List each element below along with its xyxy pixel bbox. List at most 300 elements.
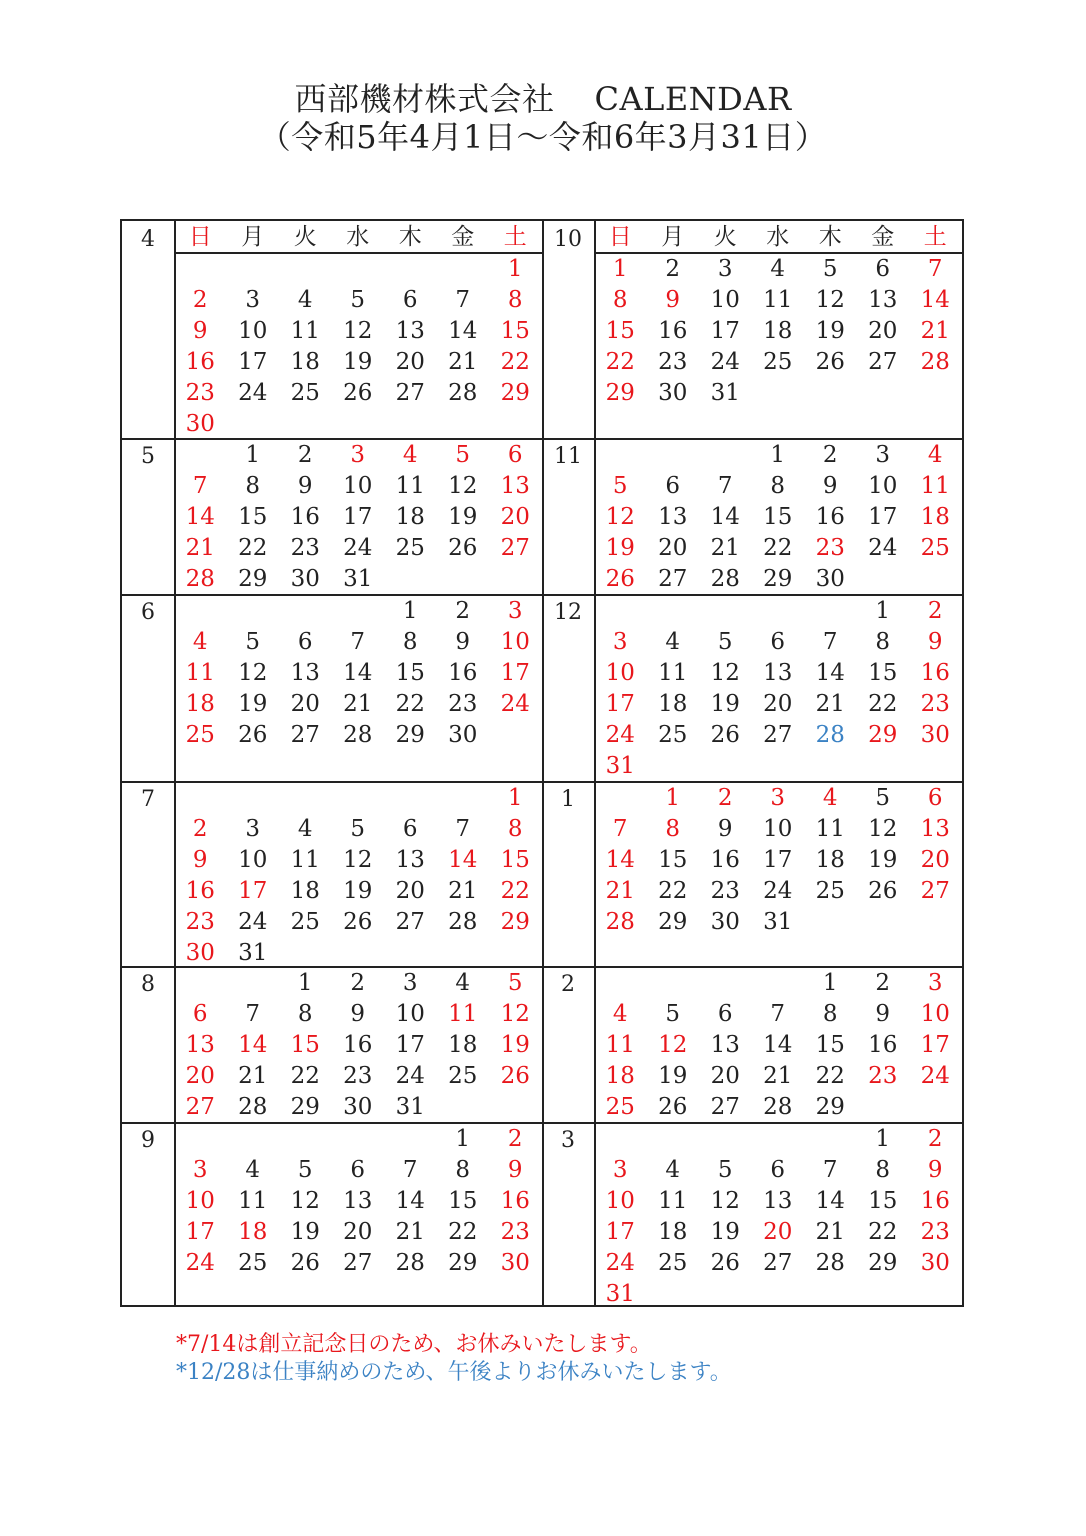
day-cell: 27 bbox=[395, 380, 425, 406]
day-cell: 11 bbox=[920, 473, 950, 499]
weekday-header: 月 bbox=[241, 224, 265, 250]
day-cell: 22 bbox=[448, 1219, 478, 1245]
month-label: 1 bbox=[561, 787, 575, 812]
day-cell: 17 bbox=[868, 504, 898, 530]
day-cell: 21 bbox=[395, 1219, 425, 1245]
day-cell: 1 bbox=[665, 785, 681, 811]
day-cell: 12 bbox=[290, 1188, 320, 1214]
day-cell: 13 bbox=[500, 473, 530, 499]
day-cell: 4 bbox=[770, 256, 786, 282]
day-cell: 30 bbox=[920, 1250, 950, 1276]
day-cell: 17 bbox=[500, 660, 530, 686]
day-cell: 10 bbox=[238, 318, 268, 344]
day-cell: 3 bbox=[245, 287, 261, 313]
day-cell: 22 bbox=[238, 535, 268, 561]
day-cell: 13 bbox=[658, 504, 688, 530]
day-cell: 28 bbox=[448, 380, 478, 406]
day-cell: 21 bbox=[815, 1219, 845, 1245]
day-cell: 23 bbox=[920, 1219, 950, 1245]
day-cell: 4 bbox=[927, 442, 943, 468]
day-cell: 27 bbox=[763, 722, 793, 748]
day-cell: 7 bbox=[192, 473, 208, 499]
day-cell: 31 bbox=[763, 909, 793, 935]
day-cell: 21 bbox=[920, 318, 950, 344]
day-cell: 18 bbox=[448, 1032, 478, 1058]
day-cell: 5 bbox=[717, 1157, 733, 1183]
day-cell: 9 bbox=[350, 1001, 366, 1027]
day-cell: 15 bbox=[815, 1032, 845, 1058]
day-cell: 7 bbox=[822, 1157, 838, 1183]
day-cell: 12 bbox=[710, 1188, 740, 1214]
day-cell: 6 bbox=[927, 785, 943, 811]
day-cell: 16 bbox=[868, 1032, 898, 1058]
day-cell: 11 bbox=[185, 660, 215, 686]
weekday-header: 月 bbox=[661, 224, 685, 250]
day-cell: 3 bbox=[507, 598, 523, 624]
day-cell: 6 bbox=[770, 1157, 786, 1183]
day-cell: 14 bbox=[448, 318, 478, 344]
day-cell: 18 bbox=[605, 1063, 635, 1089]
weekday-header: 水 bbox=[766, 224, 790, 250]
day-cell: 18 bbox=[658, 691, 688, 717]
day-cell: 18 bbox=[290, 349, 320, 375]
note-founding-day: *7/14は創立記念日のため、お休みいたします。 bbox=[176, 1332, 652, 1357]
day-cell: 30 bbox=[815, 566, 845, 592]
day-cell: 7 bbox=[245, 1001, 261, 1027]
day-cell: 15 bbox=[500, 318, 530, 344]
day-cell: 30 bbox=[290, 566, 320, 592]
day-cell: 1 bbox=[770, 442, 786, 468]
day-cell: 8 bbox=[507, 816, 523, 842]
day-cell: 3 bbox=[875, 442, 891, 468]
calendar-grid bbox=[120, 219, 964, 1307]
day-cell: 21 bbox=[448, 878, 478, 904]
day-cell: 10 bbox=[343, 473, 373, 499]
day-cell: 11 bbox=[815, 816, 845, 842]
day-cell: 12 bbox=[815, 287, 845, 313]
day-cell: 9 bbox=[455, 629, 471, 655]
day-cell: 8 bbox=[770, 473, 786, 499]
day-cell: 18 bbox=[290, 878, 320, 904]
month-label: 11 bbox=[554, 444, 582, 469]
day-cell: 2 bbox=[192, 287, 208, 313]
day-cell: 5 bbox=[245, 629, 261, 655]
day-cell: 15 bbox=[395, 660, 425, 686]
day-cell: 27 bbox=[763, 1250, 793, 1276]
day-cell: 24 bbox=[710, 349, 740, 375]
day-cell: 22 bbox=[395, 691, 425, 717]
day-cell: 23 bbox=[868, 1063, 898, 1089]
day-cell: 25 bbox=[290, 380, 320, 406]
day-cell: 5 bbox=[507, 970, 523, 996]
day-cell: 6 bbox=[507, 442, 523, 468]
day-cell: 3 bbox=[245, 816, 261, 842]
day-cell: 5 bbox=[350, 287, 366, 313]
day-cell: 24 bbox=[238, 909, 268, 935]
day-cell: 16 bbox=[185, 878, 215, 904]
day-cell: 15 bbox=[605, 318, 635, 344]
day-cell: 2 bbox=[350, 970, 366, 996]
day-cell: 14 bbox=[238, 1032, 268, 1058]
weekday-header: 火 bbox=[713, 224, 737, 250]
day-cell: 23 bbox=[815, 535, 845, 561]
day-cell: 9 bbox=[927, 1157, 943, 1183]
day-cell: 30 bbox=[343, 1094, 373, 1120]
day-cell: 8 bbox=[875, 629, 891, 655]
day-cell: 4 bbox=[455, 970, 471, 996]
weekday-header: 木 bbox=[818, 224, 842, 250]
day-cell: 14 bbox=[185, 504, 215, 530]
company-name: 西部機材株式会社 bbox=[294, 80, 555, 118]
day-cell: 3 bbox=[927, 970, 943, 996]
day-cell: 5 bbox=[822, 256, 838, 282]
day-cell: 1 bbox=[507, 256, 523, 282]
month-label: 4 bbox=[141, 227, 155, 252]
day-cell: 18 bbox=[658, 1219, 688, 1245]
day-cell: 3 bbox=[402, 970, 418, 996]
day-cell: 23 bbox=[658, 349, 688, 375]
day-cell: 30 bbox=[448, 722, 478, 748]
day-cell: 6 bbox=[875, 256, 891, 282]
day-cell: 6 bbox=[402, 287, 418, 313]
day-cell: 2 bbox=[822, 442, 838, 468]
day-cell: 7 bbox=[822, 629, 838, 655]
day-cell: 3 bbox=[612, 629, 628, 655]
day-cell: 26 bbox=[605, 566, 635, 592]
day-cell: 10 bbox=[763, 816, 793, 842]
day-cell: 24 bbox=[920, 1063, 950, 1089]
day-cell: 14 bbox=[763, 1032, 793, 1058]
day-cell: 9 bbox=[822, 473, 838, 499]
day-cell: 25 bbox=[238, 1250, 268, 1276]
day-cell: 16 bbox=[448, 660, 478, 686]
day-cell: 4 bbox=[612, 1001, 628, 1027]
day-cell: 19 bbox=[290, 1219, 320, 1245]
day-cell: 27 bbox=[868, 349, 898, 375]
day-cell: 28 bbox=[763, 1094, 793, 1120]
day-cell: 15 bbox=[238, 504, 268, 530]
month-label: 7 bbox=[141, 787, 155, 812]
block-divider bbox=[122, 1122, 962, 1124]
day-cell: 15 bbox=[290, 1032, 320, 1058]
day-cell: 13 bbox=[395, 847, 425, 873]
day-cell: 20 bbox=[763, 1219, 793, 1245]
weekday-header: 日 bbox=[608, 224, 632, 250]
day-cell: 2 bbox=[717, 785, 733, 811]
day-cell: 29 bbox=[395, 722, 425, 748]
day-cell: 10 bbox=[500, 629, 530, 655]
day-cell: 25 bbox=[605, 1094, 635, 1120]
day-cell: 13 bbox=[920, 816, 950, 842]
day-cell: 19 bbox=[815, 318, 845, 344]
day-cell: 13 bbox=[868, 287, 898, 313]
day-cell: 14 bbox=[920, 287, 950, 313]
day-cell: 28 bbox=[710, 566, 740, 592]
day-cell: 31 bbox=[710, 380, 740, 406]
day-cell: 12 bbox=[343, 318, 373, 344]
day-cell: 9 bbox=[875, 1001, 891, 1027]
day-cell: 18 bbox=[238, 1219, 268, 1245]
day-cell: 10 bbox=[185, 1188, 215, 1214]
day-cell: 22 bbox=[605, 349, 635, 375]
day-cell: 2 bbox=[455, 598, 471, 624]
month-label: 10 bbox=[554, 227, 582, 252]
day-cell: 7 bbox=[927, 256, 943, 282]
day-cell: 28 bbox=[448, 909, 478, 935]
day-cell: 24 bbox=[395, 1063, 425, 1089]
day-cell: 23 bbox=[185, 909, 215, 935]
day-cell: 21 bbox=[448, 349, 478, 375]
day-cell: 14 bbox=[815, 660, 845, 686]
day-cell: 20 bbox=[290, 691, 320, 717]
day-cell: 20 bbox=[658, 535, 688, 561]
day-cell: 9 bbox=[192, 847, 208, 873]
day-cell: 17 bbox=[238, 349, 268, 375]
day-cell: 25 bbox=[658, 1250, 688, 1276]
day-cell: 1 bbox=[612, 256, 628, 282]
day-cell: 1 bbox=[455, 1126, 471, 1152]
day-cell: 27 bbox=[658, 566, 688, 592]
day-cell: 7 bbox=[612, 816, 628, 842]
day-cell: 20 bbox=[763, 691, 793, 717]
day-cell: 9 bbox=[192, 318, 208, 344]
day-cell: 16 bbox=[343, 1032, 373, 1058]
day-cell: 22 bbox=[868, 691, 898, 717]
day-cell: 31 bbox=[343, 566, 373, 592]
day-cell: 12 bbox=[448, 473, 478, 499]
month-label: 5 bbox=[141, 444, 155, 469]
day-cell: 29 bbox=[763, 566, 793, 592]
weekday-header: 土 bbox=[503, 224, 527, 250]
day-cell: 27 bbox=[290, 722, 320, 748]
day-cell: 10 bbox=[868, 473, 898, 499]
day-cell: 20 bbox=[500, 504, 530, 530]
day-cell: 12 bbox=[343, 847, 373, 873]
day-cell: 21 bbox=[815, 691, 845, 717]
day-cell: 10 bbox=[605, 1188, 635, 1214]
day-cell: 25 bbox=[185, 722, 215, 748]
day-cell: 15 bbox=[868, 660, 898, 686]
day-cell: 7 bbox=[455, 816, 471, 842]
day-cell: 28 bbox=[815, 1250, 845, 1276]
day-cell: 17 bbox=[605, 691, 635, 717]
day-cell: 26 bbox=[238, 722, 268, 748]
day-cell: 12 bbox=[710, 660, 740, 686]
day-cell: 23 bbox=[290, 535, 320, 561]
day-cell: 17 bbox=[920, 1032, 950, 1058]
block-divider bbox=[122, 594, 962, 596]
day-cell: 29 bbox=[868, 722, 898, 748]
day-cell: 11 bbox=[605, 1032, 635, 1058]
month-label: 3 bbox=[561, 1128, 575, 1153]
day-cell: 16 bbox=[500, 1188, 530, 1214]
day-cell: 5 bbox=[717, 629, 733, 655]
day-cell: 22 bbox=[868, 1219, 898, 1245]
day-cell: 20 bbox=[185, 1063, 215, 1089]
day-cell: 29 bbox=[658, 909, 688, 935]
day-cell: 23 bbox=[448, 691, 478, 717]
day-cell: 6 bbox=[770, 629, 786, 655]
day-cell: 25 bbox=[920, 535, 950, 561]
day-cell: 15 bbox=[868, 1188, 898, 1214]
day-cell: 11 bbox=[763, 287, 793, 313]
day-cell: 7 bbox=[350, 629, 366, 655]
day-cell: 10 bbox=[710, 287, 740, 313]
day-cell: 29 bbox=[815, 1094, 845, 1120]
day-cell: 15 bbox=[448, 1188, 478, 1214]
day-cell: 31 bbox=[605, 1281, 635, 1307]
day-cell: 30 bbox=[185, 411, 215, 437]
day-cell: 24 bbox=[763, 878, 793, 904]
day-cell: 23 bbox=[710, 878, 740, 904]
weekday-header: 水 bbox=[346, 224, 370, 250]
weekday-header: 日 bbox=[188, 224, 212, 250]
day-cell: 31 bbox=[395, 1094, 425, 1120]
day-cell: 29 bbox=[500, 909, 530, 935]
day-cell: 1 bbox=[507, 785, 523, 811]
day-cell: 4 bbox=[297, 816, 313, 842]
day-cell: 6 bbox=[350, 1157, 366, 1183]
day-cell: 6 bbox=[192, 1001, 208, 1027]
day-cell: 2 bbox=[875, 970, 891, 996]
day-cell: 1 bbox=[875, 1126, 891, 1152]
month-label: 9 bbox=[141, 1128, 155, 1153]
day-cell: 24 bbox=[500, 691, 530, 717]
day-cell: 8 bbox=[822, 1001, 838, 1027]
day-cell: 27 bbox=[710, 1094, 740, 1120]
day-cell: 13 bbox=[290, 660, 320, 686]
day-cell: 15 bbox=[658, 847, 688, 873]
day-cell: 28 bbox=[185, 566, 215, 592]
day-cell: 26 bbox=[343, 380, 373, 406]
day-cell: 25 bbox=[448, 1063, 478, 1089]
day-cell: 11 bbox=[290, 318, 320, 344]
month-label: 8 bbox=[141, 972, 155, 997]
day-cell: 26 bbox=[658, 1094, 688, 1120]
day-cell: 21 bbox=[605, 878, 635, 904]
day-cell: 31 bbox=[605, 753, 635, 779]
day-cell: 21 bbox=[185, 535, 215, 561]
day-cell: 30 bbox=[658, 380, 688, 406]
day-cell: 29 bbox=[238, 566, 268, 592]
day-cell: 28 bbox=[920, 349, 950, 375]
calendar-label: CALENDAR bbox=[594, 80, 792, 118]
weekday-header: 土 bbox=[923, 224, 947, 250]
day-cell: 2 bbox=[297, 442, 313, 468]
day-cell: 28 bbox=[605, 909, 635, 935]
day-cell: 31 bbox=[238, 940, 268, 966]
day-cell: 16 bbox=[815, 504, 845, 530]
day-cell: 20 bbox=[395, 878, 425, 904]
day-cell: 20 bbox=[868, 318, 898, 344]
month-label: 12 bbox=[554, 600, 582, 625]
day-cell: 29 bbox=[290, 1094, 320, 1120]
day-cell: 9 bbox=[665, 287, 681, 313]
day-cell: 23 bbox=[185, 380, 215, 406]
day-cell: 16 bbox=[185, 349, 215, 375]
day-cell: 26 bbox=[868, 878, 898, 904]
day-cell: 24 bbox=[605, 722, 635, 748]
day-cell: 29 bbox=[605, 380, 635, 406]
month-label: 6 bbox=[141, 600, 155, 625]
day-cell: 15 bbox=[500, 847, 530, 873]
day-cell: 10 bbox=[920, 1001, 950, 1027]
day-cell: 8 bbox=[507, 287, 523, 313]
day-cell: 8 bbox=[402, 629, 418, 655]
day-cell: 5 bbox=[297, 1157, 313, 1183]
day-cell: 2 bbox=[665, 256, 681, 282]
day-cell: 25 bbox=[763, 349, 793, 375]
day-cell: 5 bbox=[612, 473, 628, 499]
day-cell: 8 bbox=[875, 1157, 891, 1183]
day-cell: 22 bbox=[290, 1063, 320, 1089]
day-cell: 26 bbox=[448, 535, 478, 561]
day-cell: 17 bbox=[185, 1219, 215, 1245]
day-cell: 19 bbox=[710, 691, 740, 717]
day-cell: 13 bbox=[763, 1188, 793, 1214]
day-cell: 9 bbox=[297, 473, 313, 499]
day-cell: 11 bbox=[448, 1001, 478, 1027]
day-cell: 17 bbox=[395, 1032, 425, 1058]
day-cell: 26 bbox=[815, 349, 845, 375]
day-cell: 29 bbox=[448, 1250, 478, 1276]
day-cell: 26 bbox=[343, 909, 373, 935]
day-cell: 13 bbox=[763, 660, 793, 686]
day-cell: 19 bbox=[658, 1063, 688, 1089]
page-title bbox=[0, 80, 1086, 118]
day-cell: 2 bbox=[927, 1126, 943, 1152]
day-cell: 3 bbox=[192, 1157, 208, 1183]
day-cell: 19 bbox=[710, 1219, 740, 1245]
day-cell: 29 bbox=[868, 1250, 898, 1276]
day-cell: 17 bbox=[605, 1219, 635, 1245]
day-cell: 14 bbox=[395, 1188, 425, 1214]
day-cell: 7 bbox=[717, 473, 733, 499]
day-cell: 17 bbox=[238, 878, 268, 904]
day-cell: 1 bbox=[297, 970, 313, 996]
day-cell: 26 bbox=[710, 1250, 740, 1276]
day-cell: 30 bbox=[710, 909, 740, 935]
day-cell: 11 bbox=[395, 473, 425, 499]
day-cell: 5 bbox=[350, 816, 366, 842]
day-cell: 8 bbox=[665, 816, 681, 842]
day-cell: 11 bbox=[238, 1188, 268, 1214]
day-cell: 9 bbox=[717, 816, 733, 842]
day-cell: 10 bbox=[395, 1001, 425, 1027]
day-cell: 17 bbox=[343, 504, 373, 530]
day-cell: 28 bbox=[238, 1094, 268, 1120]
day-cell: 27 bbox=[185, 1094, 215, 1120]
day-cell: 16 bbox=[290, 504, 320, 530]
day-cell: 28 bbox=[815, 722, 845, 748]
day-cell: 28 bbox=[395, 1250, 425, 1276]
day-cell: 18 bbox=[395, 504, 425, 530]
day-cell: 20 bbox=[395, 349, 425, 375]
day-cell: 20 bbox=[343, 1219, 373, 1245]
day-cell: 4 bbox=[402, 442, 418, 468]
day-cell: 24 bbox=[238, 380, 268, 406]
day-cell: 19 bbox=[868, 847, 898, 873]
day-cell: 19 bbox=[238, 691, 268, 717]
day-cell: 16 bbox=[920, 660, 950, 686]
day-cell: 12 bbox=[605, 504, 635, 530]
day-cell: 17 bbox=[710, 318, 740, 344]
day-cell: 5 bbox=[665, 1001, 681, 1027]
day-cell: 6 bbox=[402, 816, 418, 842]
day-cell: 1 bbox=[822, 970, 838, 996]
day-cell: 9 bbox=[927, 629, 943, 655]
day-cell: 25 bbox=[658, 722, 688, 748]
